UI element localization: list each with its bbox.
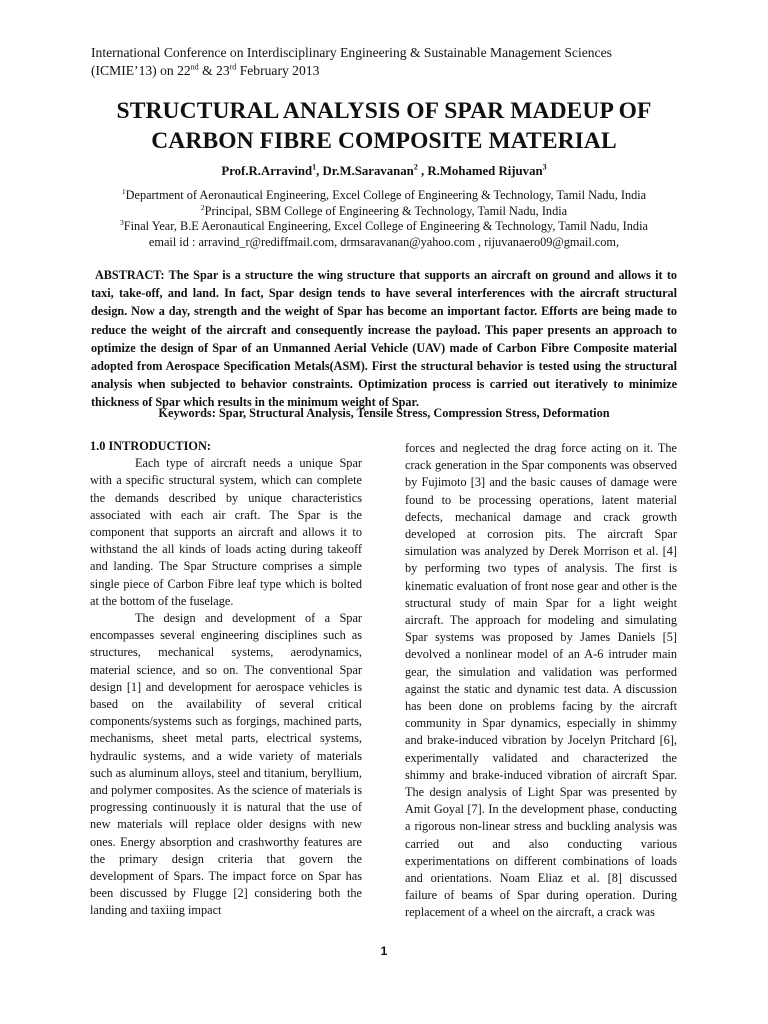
page-number: 1 bbox=[380, 944, 388, 958]
conference-line-2 bbox=[91, 62, 691, 80]
affiliation-1-sup: 1 bbox=[121, 186, 126, 196]
left-column bbox=[90, 438, 362, 920]
intro-paragraph-2: The design and development of a Spar encompasses several engineering disciplines such as structures, mechanical systems, aerodynamics, material science, and so on. The conventional Spar design [1] and development for aerospace vehicles is based on the availability of several critical components/systems such as forgings, machined parts, mechanisms, sheet metal parts, electrical systems, hydraulic systems, and a wide variety of materials such as aluminum alloys, steel and titanium, beryllium, and polymer composites. As the science of materials is progressing continuously it is natural that the use of new materials will replace older designs with new ones. Energy absorption and crashworthy features are the primary design criteria that govern the development of Spars. The impact force on Spar has been discussed by Flugge [2] considering both the landing and taxiing impact bbox=[90, 611, 362, 918]
intro-paragraph-1: Each type of aircraft needs a unique Spar with a specific structural system, which can complete the demands described by unique characteristics associated with each air craft. The Spar is the component that supports an aircraft and allows it to withstand the all kinds of loads acting during takeoff and landing. The Spar Structure comprises a simple single piece of Carbon Fibre leaf type which is bolted at the bottom of the fuselage. bbox=[90, 456, 362, 608]
title-line-1: STRUCTURAL ANALYSIS OF SPAR MADEUP OF bbox=[116, 98, 652, 124]
affiliation-3-sup: 3 bbox=[120, 218, 124, 228]
affiliation-3 bbox=[40, 219, 728, 235]
email-line: email id : arravind_r@rediffmail.com, drmsaravanan@yahoo.com , rijuvanaero09@gmail.com, bbox=[148, 234, 620, 249]
author-2-sup: 2 bbox=[413, 162, 418, 172]
conference-date-sup-1: nd bbox=[190, 62, 199, 72]
author-3: , R.Mohamed Rijuvan bbox=[417, 164, 543, 178]
affiliation-3-text: Final Year, B.E Aeronautical Engineering, Excel College of Engineering & Technology, Tamil Nadu, India bbox=[123, 219, 648, 234]
affiliation-2 bbox=[40, 204, 728, 220]
author-list bbox=[40, 163, 728, 179]
section-heading-introduction: 1.0 INTRODUCTION: bbox=[90, 439, 211, 453]
author-2: , Dr.M.Saravanan bbox=[316, 164, 414, 178]
title-line-2: CARBON FIBRE COMPOSITE MATERIAL bbox=[151, 128, 617, 154]
intro-paragraph-3: forces and neglected the drag force acting on it. The crack generation in the Spar components was observed by Fujimoto [3] and the basic causes of damage were found to be processing operations, latent material defects, mechanical damage and crack growth developed at corrosion pits. The aircraft Spar simulation was analyzed by Derek Morrison et al. [4] by performing two types of analysis. The first is kinematic evaluation of front nose gear and other is the structural study of main Spar for a light weight aircraft. The approach for modeling and simulating Spar systems was proposed by James Daniels [5] devolved a nonlinear model of an A-6 intruder main gear, the simulation and validation was performed against the static and dynamic test data. A discussion has been done on problems facing by the aircraft community in Spar dynamics, especially in shimmy and brake-induced vibration by Jocelyn Pritchard [6], experimentally validated and characterized the shimmy and brake-induced vibration of aircraft Spar. The design analysis of Light Spar was presented by Amit Goyal [7]. In the development phase, conducting a rigorous non-linear stress and buckling analysis was carried out and also conducting various experimentations on different combinations of loads and orientations. Noam Eliaz et al. [8] discussed failure of beams of Spar during operation. During replacement of a wheel on the aircraft, a crack was bbox=[405, 441, 677, 920]
author-3-sup: 3 bbox=[542, 162, 547, 172]
affiliation-2-sup: 2 bbox=[200, 202, 205, 212]
affiliation-2-text: Principal, SBM College of Engineering & Technology, Tamil Nadu, India bbox=[204, 203, 568, 218]
conference-line-1: International Conference on Interdisciplinary Engineering & Sustainable Management Sciences bbox=[91, 45, 612, 60]
abstract-text: ABSTRACT: The Spar is a structure the wing structure that supports an aircraft on ground and allows it to taxi, take-off, and land. In fact, Spar design tends to have several interferences with the aircraft structural design. Now a day, strength and the weight of Spar has become an important factor. Efforts are being made to reduce the weight of the aircraft and consequently increase the payload. This paper presents an approach to optimize the design of Spar of an Unmanned Aerial Vehicle (UAV) made of Carbon Fibre Composite material adopted from Aerospace Specification Metals(ASM). First the structural behavior is tested using the structural analysis when subjected to behavior constraints. Optimization process is carried out iteratively to minimize thickness of Spar which results in the minimum weight of Spar. bbox=[91, 268, 677, 410]
affiliation-1-text: Department of Aeronautical Engineering, Excel College of Engineering & Technology, Tamil Nadu, India bbox=[125, 188, 647, 202]
right-column bbox=[405, 440, 677, 922]
conference-header bbox=[91, 44, 691, 80]
conference-date-pre: (ICMIE’13) on 22 bbox=[91, 63, 191, 78]
author-1-sup: 1 bbox=[312, 162, 317, 172]
paper-title bbox=[40, 96, 728, 156]
conference-date-mid: & 23 bbox=[198, 63, 230, 78]
keywords: Keywords: Spar, Structural Analysis, Tensile Stress, Compression Stress, Deformation bbox=[158, 406, 610, 420]
conference-date-post: February 2013 bbox=[236, 63, 320, 78]
affiliation-1 bbox=[40, 188, 728, 204]
conference-date-sup-2: rd bbox=[229, 62, 237, 72]
affiliations bbox=[40, 188, 728, 250]
author-1: Prof.R.Arravind bbox=[221, 164, 313, 178]
abstract bbox=[91, 266, 677, 412]
